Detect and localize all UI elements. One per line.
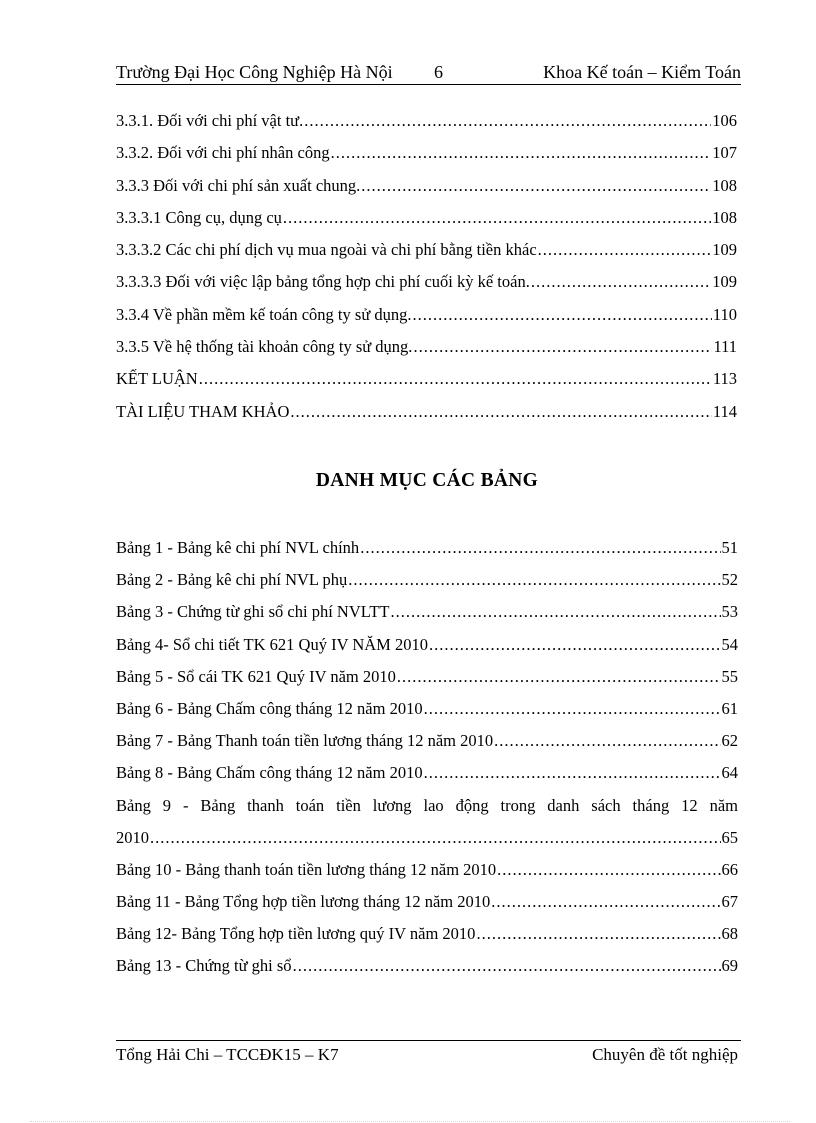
toc-leader bbox=[390, 602, 720, 622]
toc-entry-page: 107 bbox=[712, 143, 737, 163]
toc-entry-page: 108 bbox=[712, 175, 737, 195]
toc-entry-label: 3.3.3.3 Đối với việc lập bảng tổng hợp chi phí cuối kỳ kế toán. bbox=[116, 272, 530, 292]
toc-leader bbox=[361, 176, 711, 196]
toc-leader bbox=[497, 860, 720, 880]
page-edge bbox=[30, 1121, 790, 1122]
toc-leader bbox=[283, 208, 711, 228]
toc-entry-label: 3.3.3.2 Các chi phí dịch vụ mua ngoài và chi phí bằng tiền khác bbox=[116, 240, 537, 260]
table-entry[interactable] bbox=[116, 828, 738, 860]
table-entry[interactable] bbox=[116, 763, 738, 795]
toc-entry[interactable] bbox=[116, 402, 737, 434]
table-entry[interactable] bbox=[116, 956, 738, 988]
table-entry[interactable] bbox=[116, 860, 738, 892]
toc-entry-label: 3.3.1. Đối với chi phí vật tư. bbox=[116, 111, 304, 130]
toc-entry-page: 111 bbox=[713, 337, 737, 357]
toc-entry-page: 110 bbox=[712, 304, 737, 324]
table-entry-label: Bảng 1 - Bảng kê chi phí NVL chính bbox=[116, 538, 360, 557]
table-entry-label: 2010 bbox=[116, 827, 149, 847]
footer-title: Chuyên đề tốt nghiệp bbox=[592, 1045, 738, 1064]
toc-entry[interactable] bbox=[116, 369, 737, 401]
toc-leader bbox=[150, 828, 721, 848]
toc-leader bbox=[531, 272, 711, 292]
table-entry-label: Bảng 8 - Bảng Chấm công tháng 12 năm 2010 bbox=[116, 763, 423, 783]
table-entry-page: 53 bbox=[721, 602, 738, 622]
table-entry-page: 52 bbox=[721, 570, 738, 590]
table-entry-page: 68 bbox=[721, 924, 738, 944]
toc-entry[interactable] bbox=[116, 111, 737, 143]
toc-leader bbox=[429, 635, 721, 655]
table-entry[interactable] bbox=[116, 699, 738, 731]
toc-leader bbox=[494, 731, 720, 751]
table-entry[interactable] bbox=[116, 635, 738, 667]
table-entry-page: 61 bbox=[721, 698, 738, 718]
toc-leader bbox=[491, 892, 720, 912]
toc-entry-page: 106 bbox=[712, 111, 737, 130]
toc-entry-page: 109 bbox=[712, 272, 737, 292]
table-entry-label: Bảng 7 - Bảng Thanh toán tiền lương tháng 12 năm 2010 bbox=[116, 731, 494, 751]
toc-entry-label: TÀI LIỆU THAM KHẢO bbox=[116, 401, 290, 421]
toc-entry-label: 3.3.2. Đối với chi phí nhân công bbox=[116, 143, 330, 163]
page-header bbox=[116, 60, 741, 85]
toc-entry[interactable] bbox=[116, 305, 737, 337]
toc-leader bbox=[331, 143, 712, 163]
table-entry-label: Bảng 4- Sổ chi tiết TK 621 Quý IV NĂM 2010 bbox=[116, 634, 428, 654]
table-entry[interactable] bbox=[116, 667, 738, 699]
table-entry-page: 62 bbox=[721, 731, 738, 751]
header-page-number: 6 bbox=[434, 62, 443, 82]
table-entry-label-line1: Bảng 9 - Bảng thanh toán tiền lương lao động trong danh sách tháng 12 năm bbox=[116, 795, 738, 815]
toc-leader bbox=[413, 337, 712, 357]
toc-entry-label: 3.3.3.1 Công cụ, dụng cụ bbox=[116, 207, 282, 227]
list-of-tables bbox=[116, 538, 738, 989]
table-entry-label: Bảng 12- Bảng Tổng hợp tiền lương quý IV năm 2010 bbox=[116, 924, 476, 944]
toc-leader bbox=[424, 699, 721, 719]
table-entry-label: Bảng 3 - Chứng từ ghi sổ chi phí NVLTT bbox=[116, 602, 390, 622]
table-entry-page: 65 bbox=[721, 827, 738, 847]
toc-entry-label: 3.3.5 Về hệ thống tài khoản công ty sử dụng. bbox=[116, 337, 413, 357]
table-entry-page: 51 bbox=[721, 538, 738, 557]
table-entry-wrapped-line[interactable] bbox=[116, 796, 738, 828]
table-entry-label: Bảng 10 - Bảng thanh toán tiền lương tháng 12 năm 2010 bbox=[116, 859, 497, 879]
table-entry-label: Bảng 5 - Sổ cái TK 621 Quý IV năm 2010 bbox=[116, 666, 396, 686]
table-entry[interactable] bbox=[116, 892, 738, 924]
table-entry[interactable] bbox=[116, 602, 738, 634]
table-entry[interactable] bbox=[116, 538, 738, 570]
toc-leader bbox=[360, 538, 720, 558]
toc-entry-label: KẾT LUẬN bbox=[116, 369, 198, 389]
footer-divider bbox=[116, 1040, 741, 1041]
tables-list-title: DANH MỤC CÁC BẢNG bbox=[315, 470, 539, 491]
toc-entry-page: 114 bbox=[712, 401, 737, 421]
table-entry-page: 69 bbox=[721, 956, 738, 976]
toc-entry[interactable] bbox=[116, 176, 737, 208]
toc-entry-page: 109 bbox=[712, 240, 737, 260]
table-entry[interactable] bbox=[116, 924, 738, 956]
footer-author: Tổng Hải Chi – TCCĐK15 – K7 bbox=[116, 1045, 339, 1064]
table-entry-page: 67 bbox=[721, 892, 738, 912]
toc-leader bbox=[199, 369, 712, 389]
toc-entry[interactable] bbox=[116, 272, 737, 304]
table-entry-label: Bảng 13 - Chứng từ ghi sổ bbox=[116, 956, 292, 976]
toc-leader bbox=[413, 305, 712, 325]
table-entry[interactable] bbox=[116, 731, 738, 763]
toc-leader bbox=[397, 667, 721, 687]
toc-entry-page: 108 bbox=[712, 207, 737, 227]
toc-entry[interactable] bbox=[116, 240, 737, 272]
toc-entry-label: 3.3.3 Đối với chi phí sản xuất chung. bbox=[116, 175, 361, 195]
toc-entry-page: 113 bbox=[712, 369, 737, 389]
table-entry-label: Bảng 11 - Bảng Tổng hợp tiền lương tháng 12 năm 2010 bbox=[116, 892, 491, 912]
table-entry-page: 66 bbox=[721, 859, 738, 879]
table-entry-page: 54 bbox=[721, 634, 738, 654]
table-entry-page: 55 bbox=[721, 666, 738, 686]
table-entry-page: 64 bbox=[721, 763, 738, 783]
table-entry-label: Bảng 2 - Bảng kê chi phí NVL phụ bbox=[116, 570, 348, 590]
toc-entry[interactable] bbox=[116, 143, 737, 175]
header-school: Trường Đại Học Công Nghiệp Hà Nội bbox=[116, 62, 393, 82]
toc-entry[interactable] bbox=[116, 337, 737, 369]
table-entry[interactable] bbox=[116, 570, 738, 602]
toc-entry[interactable] bbox=[116, 208, 737, 240]
table-of-contents bbox=[116, 111, 737, 434]
toc-leader bbox=[424, 763, 721, 783]
toc-leader bbox=[476, 924, 720, 944]
toc-leader bbox=[538, 240, 712, 260]
toc-leader bbox=[304, 111, 711, 131]
toc-leader bbox=[293, 956, 721, 976]
table-entry-label: Bảng 6 - Bảng Chấm công tháng 12 năm 2010 bbox=[116, 698, 423, 718]
toc-leader bbox=[348, 570, 720, 590]
toc-leader bbox=[290, 402, 711, 422]
header-department: Khoa Kế toán – Kiểm Toán bbox=[543, 62, 741, 82]
toc-entry-label: 3.3.4 Về phần mềm kế toán công ty sử dụng. bbox=[116, 304, 412, 324]
page-footer bbox=[116, 1045, 738, 1069]
